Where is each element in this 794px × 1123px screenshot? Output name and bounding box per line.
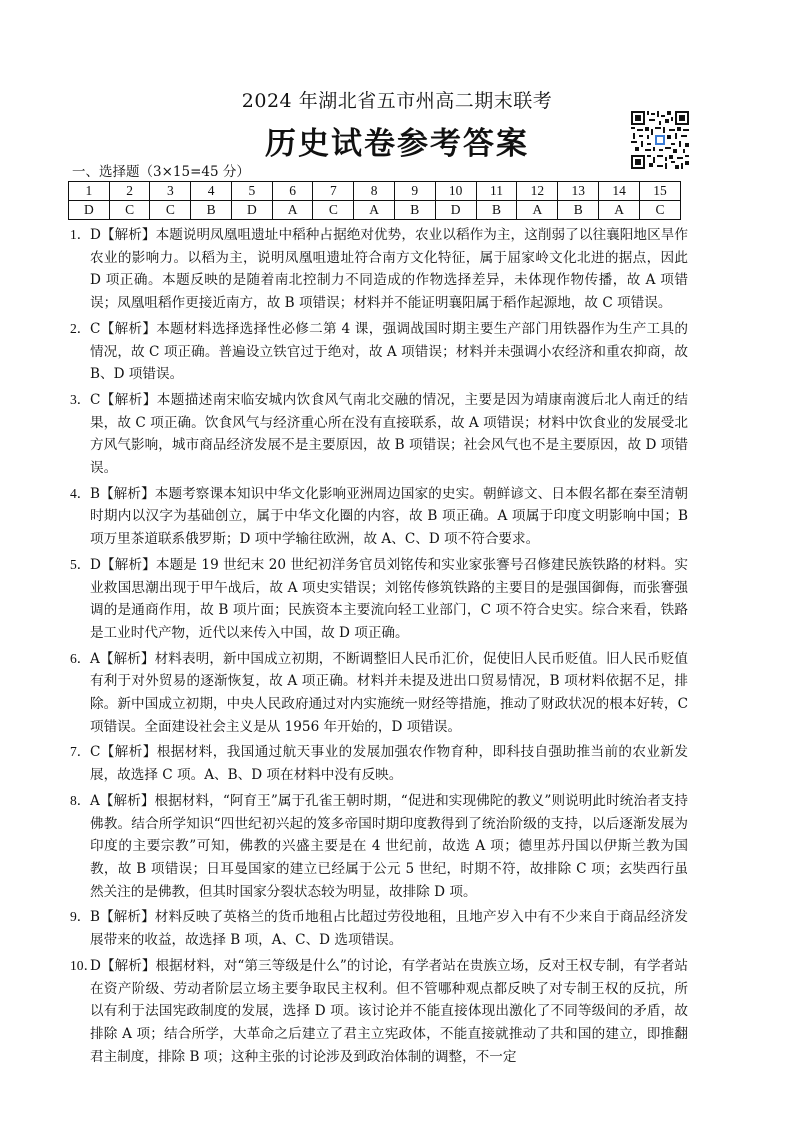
- table-cell: 2: [109, 182, 150, 201]
- item-text: D【解析】本题是 19 世纪末 20 世纪初洋务官员刘铭传和实业家张謇号召修建民族铁路的材料。实业救国思潮出现于甲午战后，故 A 项史实错误；刘铭传修筑铁路的主要目的是强国御侮，而张謇强调的是通商作用，故 B 项片面；民族资本主要流向轻工业部门，C 项不符合史实。综合来看，铁路是工业时代产物，近代以来传入中国，故 D 项正确。: [90, 556, 688, 641]
- item-text: D【解析】根据材料，对“第三等级是什么”的讨论，有学者站在贵族立场，反对王权专制，有学者站在资产阶级、劳动者阶层立场主要争取民主权利。但不管哪种观点都反映了对专制王权的反抗，所以有利于法国宪政制度的发展，选择 D 项。该讨论并不能直接体现出激化了不同等级间的矛盾，故排除 A 项；结合所学，大革命之后建立了君主立宪政体，不能直接就推动了共和国的建立，即推翻君主制度，排除 B 项；这种主张的讨论涉及到政治体制的调整，不一定: [90, 957, 688, 1065]
- item-number: 9．: [70, 909, 91, 925]
- item-text: C【解析】根据材料，我国通过航天事业的发展加强农作物育种，即科技自强助推当前的农业新发展，故选择 C 项。A、B、D 项在材料中没有反映。: [90, 744, 688, 784]
- table-cell: D: [69, 201, 110, 220]
- answer-table-number-row: [69, 182, 681, 201]
- qr-code: [631, 111, 689, 169]
- list-item: [70, 554, 688, 645]
- table-cell: 10: [435, 182, 476, 201]
- table-cell: 8: [354, 182, 395, 201]
- table-cell: A: [354, 201, 395, 220]
- table-cell: C: [313, 201, 354, 220]
- table-cell: 9: [394, 182, 435, 201]
- table-cell: C: [109, 201, 150, 220]
- table-cell: 13: [558, 182, 599, 201]
- list-item: [70, 906, 688, 951]
- table-cell: 4: [191, 182, 232, 201]
- list-item: [70, 483, 688, 551]
- table-cell: A: [599, 201, 640, 220]
- list-item: [70, 955, 688, 1069]
- item-text: C【解析】本题材料选择选择性必修二第 4 课，强调战国时期主要生产部门用铁器作为生产工具的情况，故 C 项正确。普遍设立铁官过于绝对，故 A 项错误；材料并未强调小农经济和重农抑商，故 B、D 项错误。: [90, 320, 688, 383]
- item-number: 4．: [70, 485, 91, 501]
- table-cell: C: [150, 201, 191, 220]
- table-cell: 6: [272, 182, 313, 201]
- table-cell: 11: [476, 182, 517, 201]
- item-number: 3．: [70, 391, 91, 407]
- table-cell: A: [517, 201, 558, 220]
- item-number: 1．: [70, 227, 91, 242]
- item-number: 2．: [70, 320, 91, 336]
- list-item: [70, 741, 688, 786]
- item-text: A【解析】材料表明，新中国成立初期，不断调整旧人民币汇价，促使旧人民币贬值。旧人民币贬值有利于对外贸易的逐渐恢复，故 A 项正确。材料并未提及进出口贸易情况，B 项材料依据不足，排除。新中国成立初期，中央人民政府通过对内实施统一财经等措施，推动了财政状况的根本好转，C 项错误。全面建设社会主义是从 1956 年开始的，D 项错误。: [90, 650, 688, 735]
- item-number: 8．: [70, 792, 91, 808]
- table-cell: B: [191, 201, 232, 220]
- item-number: 7．: [70, 744, 91, 760]
- table-cell: 15: [640, 182, 681, 201]
- item-text: A【解析】根据材料，“阿育王”属于孔雀王朝时期，“促进和实现佛陀的教义”则说明此时统治者支持佛教。结合所学知识“四世纪初兴起的笈多帝国时期印度教得到了统治阶级的支持，以后逐渐发展为印度的主要宗教”可知，佛教的兴盛主要是在 4 世纪前，故选 A 项；德里苏丹国以伊斯兰教为国教，故 B 项错误；日耳曼国家的建立已经属于公元 5 世纪，时期不符，故排除 C 项；玄奘西行虽然关注的是佛教，但其时国家分裂状态较为明显，故排除 D 项。: [90, 792, 688, 900]
- table-cell: D: [231, 201, 272, 220]
- item-number: 10．: [70, 957, 98, 973]
- document-title: 历史试卷参考答案: [265, 126, 529, 162]
- item-number: 6．: [70, 650, 91, 666]
- answer-table-answer-row: [69, 201, 681, 220]
- item-text: B【解析】本题考察课本知识中华文化影响亚洲周边国家的史实。朝鲜谚文、日本假名都在秦至清朝时期内以汉字为基础创立，属于中华文化圈的内容，故 B 项正确。A 项属于印度文明影响中国；B 项万里茶道联系俄罗斯；D 项中学输往欧洲，故 A、C、D 项不符合要求。: [90, 485, 688, 548]
- table-cell: B: [394, 201, 435, 220]
- table-cell: B: [558, 201, 599, 220]
- table-cell: 7: [313, 182, 354, 201]
- explanation-list: [70, 224, 688, 1071]
- answer-table: [68, 181, 681, 220]
- list-item: [70, 318, 688, 386]
- list-item: [70, 389, 688, 480]
- table-cell: D: [435, 201, 476, 220]
- list-item: [70, 790, 688, 904]
- item-text: D【解析】本题说明凤凰咀遗址中稻种占据绝对优势，农业以稻作为主，这削弱了以往襄阳地区旱作农业的影响力。以稻为主，说明凤凰咀遗址符合南方文化特征，属于屈家岭文化北进的据点，因此 D 项正确。本题反映的是随着南北控制力不同造成的作物选择差异，未体现作物传播，故 A 项错误；凤凰咀稻作更接近南方，故 B 项错误；材料并不能证明襄阳属于稻作起源地，故 C 项错误。: [90, 227, 688, 312]
- item-text: C【解析】本题描述南宋临安城内饮食风气南北交融的情况，主要是因为靖康南渡后北人南迁的结果，故 C 项正确。饮食风气与经济重心所在没有直接联系，故 A 项错误；材料中饮食业的发展受北方风气影响，城市商品经济发展不是主要原因，故 B 项错误；社会风气也不是主要原因，故 D 项错误。: [90, 391, 688, 477]
- section-heading: 一、选择题（3×15=45 分）: [72, 164, 250, 180]
- table-cell: A: [272, 201, 313, 220]
- table-cell: 3: [150, 182, 191, 201]
- list-item: [70, 224, 688, 315]
- item-number: 5．: [70, 556, 91, 572]
- item-text: B【解析】材料反映了英格兰的货币地租占比超过劳役地租，且地产岁入中有不少来自于商品经济发展带来的收益，故选择 B 项，A、C、D 选项错误。: [90, 909, 688, 949]
- table-cell: 1: [69, 182, 110, 201]
- table-cell: 12: [517, 182, 558, 201]
- table-cell: B: [476, 201, 517, 220]
- table-cell: C: [640, 201, 681, 220]
- list-item: [70, 648, 688, 739]
- table-cell: 14: [599, 182, 640, 201]
- exam-title: 2024 年湖北省五市州高二期末联考: [241, 90, 553, 112]
- table-cell: 5: [231, 182, 272, 201]
